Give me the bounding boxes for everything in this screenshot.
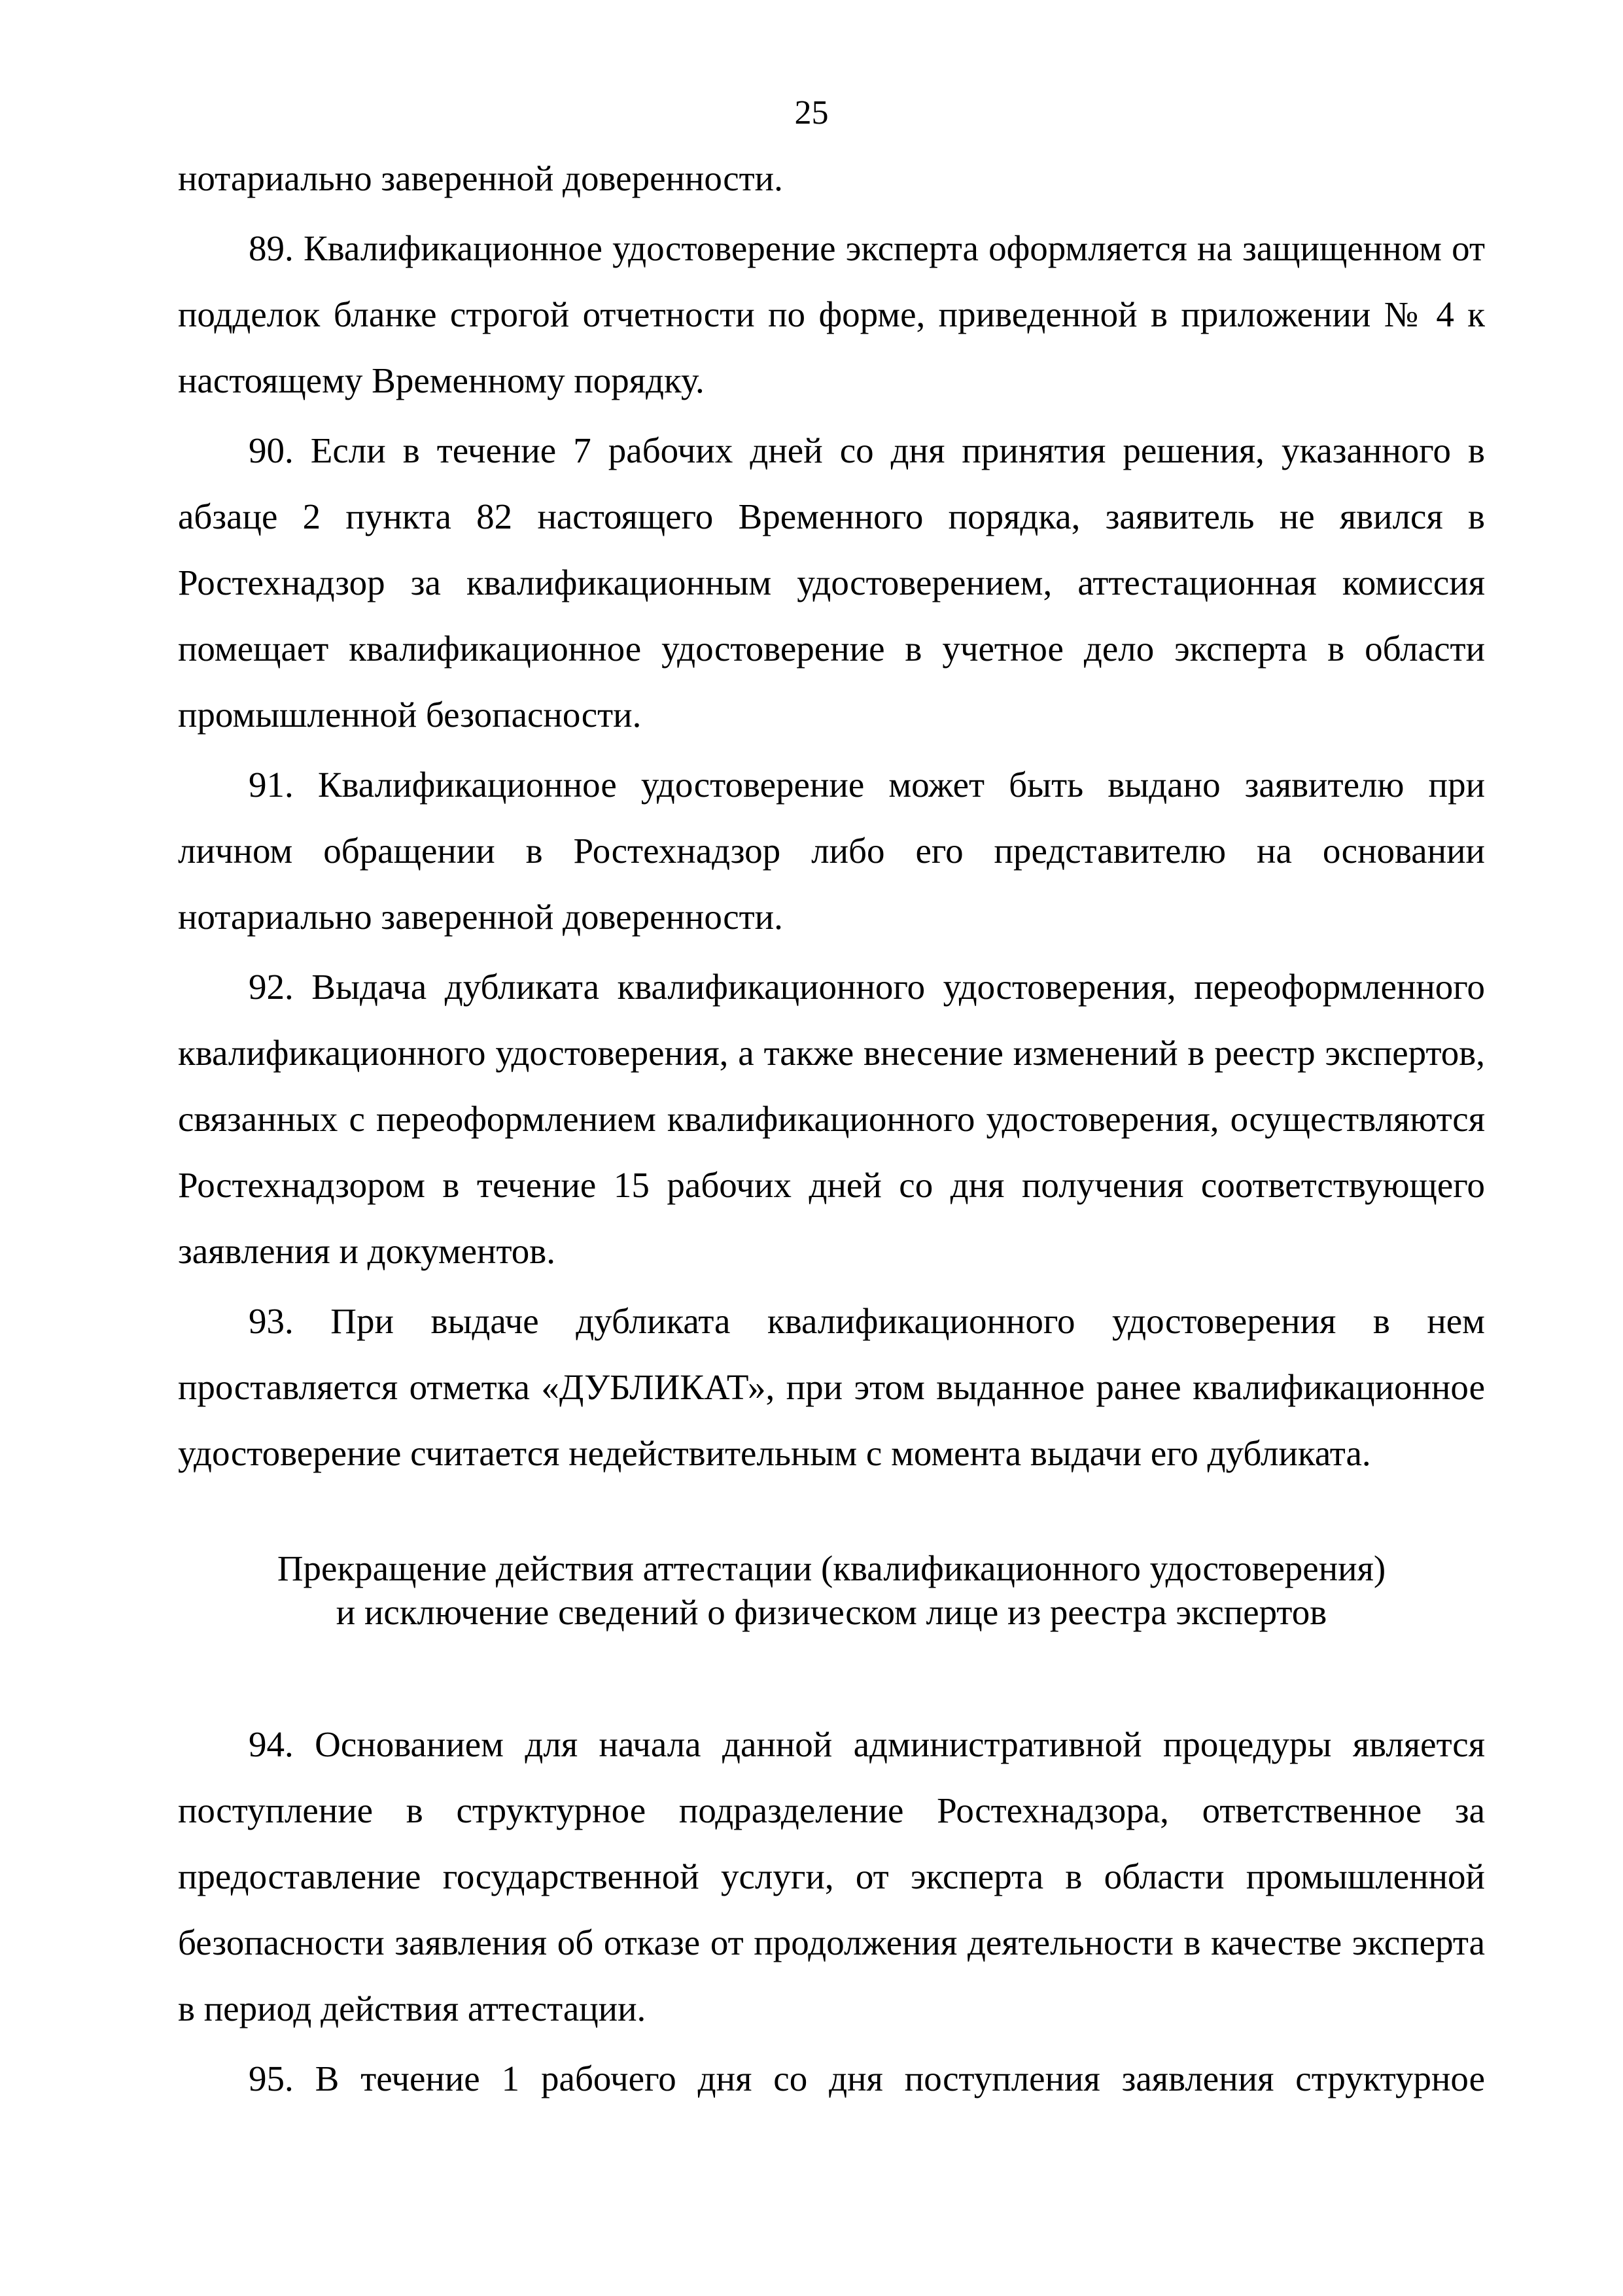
paragraph-95: 95. В течение 1 рабочего дня со дня поступления заявления структурное (249, 2059, 1485, 2098)
paragraph-94: 94. Основанием для начала данной административной процедуры является поступление в структурное подразделение Ростехнадзора, ответственное за предоставление государственной услуги, от эксперта в области промышленной безопасности заявления об отказе от продолжения деятельности в качестве эксперта в период действия аттестации. (178, 1724, 1485, 2028)
paragraph-93: 93. При выдаче дубликата квалификационного удостоверения в нем проставляется отметка «ДУБЛИКАТ», при этом выданное ранее квалификационное удостоверение считается недействительным с момента выдачи его дубликата. (178, 1301, 1485, 1473)
section-heading (178, 1546, 1485, 1634)
paragraph-92: 92. Выдача дубликата квалификационного удостоверения, переоформленного квалификационного удостоверения, а также внесение изменений в реестр экспертов, связанных с переоформлением квалификационного удостоверения, осуществляются Ростехнадзором в течение 15 рабочих дней со дня получения соответствующего заявления и документов. (178, 967, 1485, 1271)
page-number: 25 (794, 94, 829, 131)
paragraph-91: 91. Квалификационное удостоверение может быть выдано заявителю при личном обращении в Ростехнадзор либо его представителю на основании нотариально заверенной доверенности. (178, 765, 1485, 937)
paragraph-89: 89. Квалификационное удостоверение эксперта оформляется на защищенном от подделок бланке строгой отчетности по форме, приведенной в приложении № 4 к настоящему Временному порядку. (178, 228, 1485, 400)
section-heading-line-2: и исключение сведений о физическом лице из реестра экспертов (336, 1592, 1327, 1632)
paragraph-continuation: нотариально заверенной доверенности. (178, 158, 783, 198)
document-body (178, 145, 1485, 2112)
paragraph-90: 90. Если в течение 7 рабочих дней со дня принятия решения, указанного в абзаце 2 пункта 82 настоящего Временного порядка, заявитель не явился в Ростехнадзор за квалификационным удостоверением, аттестационная комиссия помещает квалификационное удостоверение в учетное дело эксперта в области промышленной безопасности. (178, 430, 1485, 735)
section-heading-line-1: Прекращение действия аттестации (квалификационного удостоверения) (277, 1548, 1386, 1588)
